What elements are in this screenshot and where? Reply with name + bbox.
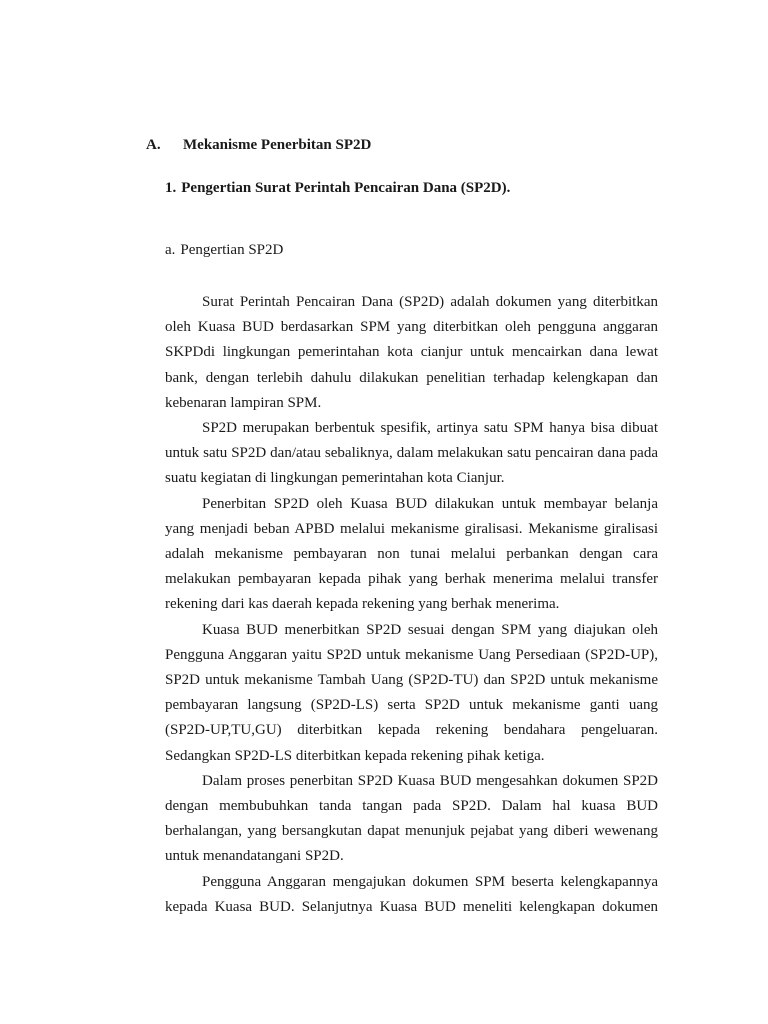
subsubsection-title: Pengertian SP2D bbox=[180, 242, 284, 258]
section-heading bbox=[146, 137, 371, 154]
subsection-title: Pengertian Surat Perintah Pencairan Dana (SP2D). bbox=[181, 180, 511, 196]
paragraph: Pengguna Anggaran mengajukan dokumen SPM beserta kelengkapannya kepada Kuasa BUD. Selanjutnya Kuasa BUD meneliti kelengkapan dokumen bbox=[165, 873, 658, 915]
paragraph: Kuasa BUD menerbitkan SP2D sesuai dengan SPM yang diajukan oleh Pengguna Anggaran yaitu SP2D untuk mekanisme Uang Persediaan (SP2D-UP), SP2D untuk mekanisme Tambah Uang (SP2D-TU) dan SP2D untuk mekanisme pembayaran langsung (SP2D-LS) serta SP2D untuk mekanisme ganti uang (SP2D-UP,TU,GU) diterbitkan kepada rekening bendahara pengeluaran. Sedangkan SP2D-LS diterbitkan kepada rekening pihak ketiga. bbox=[165, 621, 658, 764]
paragraph: Penerbitan SP2D oleh Kuasa BUD dilakukan untuk membayar belanja yang menjadi beban APBD melalui mekanisme giralisasi. Mekanisme giralisasi adalah mekanisme pembayaran non tunai melalui perbankan dengan cara melakukan pembayaran kepada pihak yang berhak menerima melalui transfer rekening dari kas daerah kepada rekening yang berhak menerima. bbox=[165, 495, 658, 613]
subsubsection-heading bbox=[165, 242, 283, 259]
section-number: A. bbox=[146, 137, 161, 153]
section-title: Mekanisme Penerbitan SP2D bbox=[183, 137, 372, 153]
paragraph: SP2D merupakan berbentuk spesifik, artinya satu SPM hanya bisa dibuat untuk satu SP2D dan/atau sebaliknya, dalam melakukan satu pencairan dana pada suatu kegiatan di lingkungan pemerintahan kota Cianjur. bbox=[165, 420, 658, 487]
subsection-number: 1. bbox=[165, 180, 177, 196]
paragraph: Surat Perintah Pencairan Dana (SP2D) adalah dokumen yang diterbitkan oleh Kuasa BUD berdasarkan SPM yang diterbitkan oleh pengguna anggaran SKPDdi lingkungan pemerintahan kota cianjur untuk mencairkan dana lewat bank, dengan terlebih dahulu dilakukan penelitian terhadap kelengkapan dan kebenaran lampiran SPM. bbox=[165, 294, 658, 411]
subsubsection-number: a. bbox=[165, 242, 176, 258]
subsection-heading bbox=[165, 180, 510, 197]
body-text bbox=[165, 290, 658, 920]
paragraph: Dalam proses penerbitan SP2D Kuasa BUD mengesahkan dokumen SP2D dengan membubuhkan tanda tangan pada SP2D. Dalam hal kuasa BUD berhalangan, yang bersangkutan dapat menunjuk pejabat yang diberi wewenang untuk menandatangani SP2D. bbox=[165, 772, 658, 865]
